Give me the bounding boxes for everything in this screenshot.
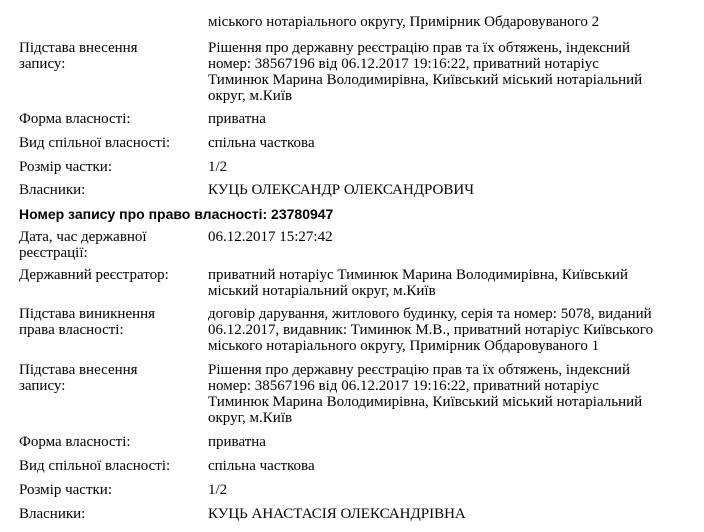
ownership-origin-label: Підстава виникнення права власності: [19,306,156,338]
share-size-value: 1/2 [208,482,228,498]
registration-datetime-value: 06.12.2017 15:27:42 [208,229,333,245]
state-registrar-value: приватний нотаріус Тиминюк Марина Володимирівна, Київський міський нотаріальний округ, м.Київ [208,267,628,299]
basis-entry-value: Рішення про державну реєстрацію прав та їх обтяжень, індексний номер: 38567196 від 06.12.2017 19:16:22, приватний нотаріус Тиминюк Марина Володимирівна, Київський міський нотаріальний округ, м.Київ [208,40,643,104]
owners-value: КУЦЬ ОЛЕКСАНДР ОЛЕКСАНДРОВИЧ [208,182,474,198]
registration-datetime-label: Дата, час державної реєстрації: [19,229,147,261]
owners-value: КУЦЬ АНАСТАСІЯ ОЛЕКСАНДРІВНА [208,506,466,522]
joint-ownership-type-value: спільна часткова [208,458,315,474]
share-size-label: Розмір частки: [19,159,112,175]
share-size-value: 1/2 [208,159,228,175]
record-1-basis-origin-continuation: міського нотаріального округу, Примірник Обдаровуваного 2 [208,14,600,30]
owners-label: Власники: [19,182,86,198]
ownership-form-label: Форма власності: [19,434,131,450]
ownership-origin-value: договір дарування, житлового будинку, серія та номер: 5078, виданий 06.12.2017, видавник: Тиминюк М.В., приватний нотаріус Київського міського нотаріального округу, Примірник Обдаровуваного 1 [208,306,654,354]
ownership-form-label: Форма власності: [19,111,131,127]
basis-entry-label: Підстава внесення запису: [19,362,138,394]
ownership-record-number-heading: Номер запису про право власності: 23780947 [19,206,334,222]
owners-label: Власники: [19,506,86,522]
joint-ownership-type-label: Вид спільної власності: [19,135,171,151]
joint-ownership-type-value: спільна часткова [208,135,315,151]
ownership-form-value: приватна [208,434,266,450]
ownership-form-value: приватна [208,111,266,127]
joint-ownership-type-label: Вид спільної власності: [19,458,171,474]
state-registrar-label: Державний реєстратор: [19,267,169,283]
basis-entry-value: Рішення про державну реєстрацію прав та їх обтяжень, індексний номер: 38567196 від 06.12.2017 19:16:22, приватний нотаріус Тиминюк Марина Володимирівна, Київський міський нотаріальний округ, м.Київ [208,362,643,426]
basis-entry-label: Підстава внесення запису: [19,40,138,72]
share-size-label: Розмір частки: [19,482,112,498]
